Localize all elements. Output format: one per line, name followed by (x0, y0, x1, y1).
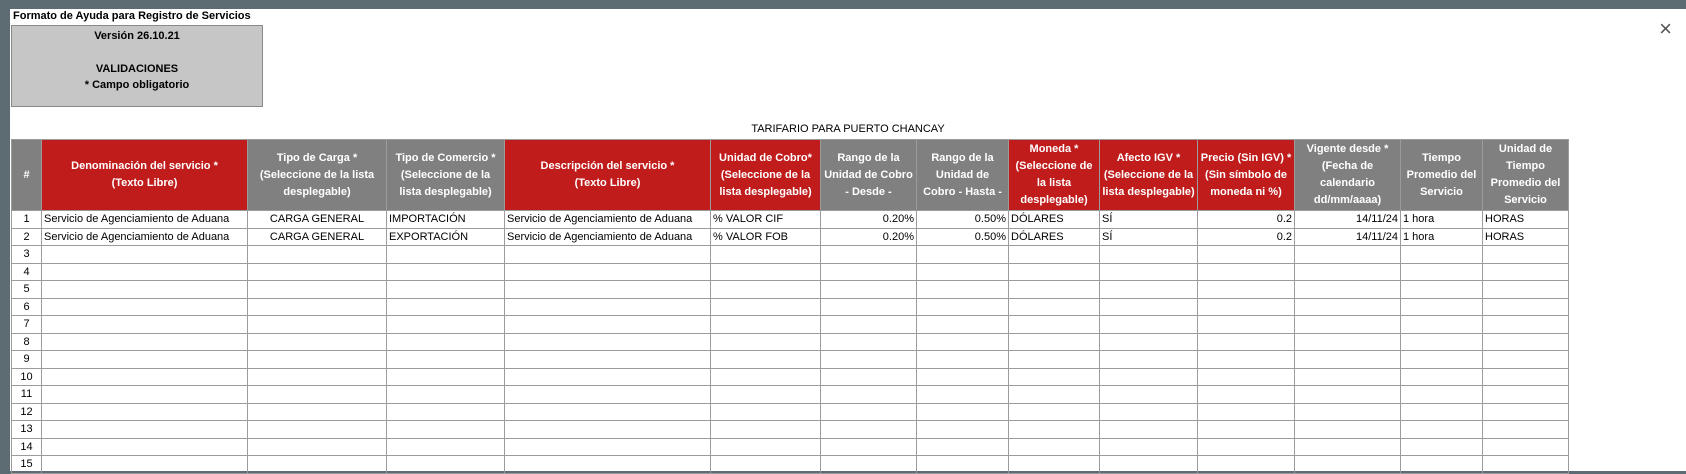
table-cell[interactable] (711, 333, 821, 351)
table-cell[interactable] (1198, 316, 1295, 334)
table-cell[interactable] (1198, 333, 1295, 351)
table-cell[interactable] (711, 403, 821, 421)
table-cell[interactable] (1100, 438, 1198, 456)
table-cell[interactable] (505, 421, 711, 439)
table-cell[interactable] (387, 246, 505, 264)
table-cell[interactable]: SÍ (1100, 211, 1198, 229)
table-cell[interactable] (387, 368, 505, 386)
row-number: 8 (12, 333, 42, 351)
row-number: 9 (12, 351, 42, 369)
table-cell[interactable] (821, 298, 917, 316)
table-cell[interactable] (1100, 421, 1198, 439)
table-cell[interactable] (917, 386, 1009, 404)
document-title: Formato de Ayuda para Registro de Servicios (13, 10, 251, 22)
column-header: Vigente desde * (Fecha de calendario dd/mm/aaaa) (1295, 140, 1401, 211)
table-cell[interactable] (387, 438, 505, 456)
table-cell[interactable] (917, 403, 1009, 421)
row-number: 3 (12, 246, 42, 264)
table-cell[interactable]: 14/11/24 (1295, 228, 1401, 246)
table-cell[interactable] (387, 386, 505, 404)
table-cell[interactable] (42, 298, 248, 316)
column-header: Descripción del servicio * (Texto Libre) (505, 140, 711, 211)
table-cell[interactable]: IMPORTACIÓN (387, 211, 505, 229)
table-cell[interactable] (821, 438, 917, 456)
table-cell[interactable] (1295, 351, 1401, 369)
table-cell[interactable] (387, 281, 505, 299)
table-cell[interactable]: 0.50% (917, 228, 1009, 246)
table-cell[interactable] (387, 403, 505, 421)
column-header: Moneda * (Seleccione de la lista desplegable) (1009, 140, 1100, 211)
row-number: 7 (12, 316, 42, 334)
version-info-box (11, 25, 263, 107)
table-cell[interactable] (505, 368, 711, 386)
row-number: 10 (12, 368, 42, 386)
table-cell[interactable] (42, 386, 248, 404)
column-header: Tipo de Comercio * (Seleccione de la lista desplegable) (387, 140, 505, 211)
table-title: TARIFARIO PARA PUERTO CHANCAY (751, 123, 945, 135)
table-cell[interactable] (821, 281, 917, 299)
row-number: 2 (12, 228, 42, 246)
table-cell[interactable]: Servicio de Agenciamiento de Aduana (505, 211, 711, 229)
table-cell[interactable] (917, 246, 1009, 264)
table-cell[interactable] (1009, 333, 1100, 351)
table-cell[interactable] (505, 246, 711, 264)
table-cell[interactable] (42, 456, 248, 474)
table-cell[interactable] (821, 316, 917, 334)
table-cell[interactable] (1401, 263, 1483, 281)
table-cell[interactable]: DÓLARES (1009, 211, 1100, 229)
table-cell[interactable] (1198, 403, 1295, 421)
table-cell[interactable] (387, 316, 505, 334)
table-cell[interactable] (1401, 246, 1483, 264)
table-cell[interactable] (1295, 456, 1401, 474)
column-header: Afecto IGV * (Seleccione de la lista desplegable) (1100, 140, 1198, 211)
column-header: Rango de la Unidad de Cobro - Desde - (821, 140, 917, 211)
table-cell[interactable]: 0.2 (1198, 228, 1295, 246)
table-cell[interactable] (248, 263, 387, 281)
table-cell[interactable] (1198, 263, 1295, 281)
table-cell[interactable] (1198, 298, 1295, 316)
table-cell[interactable] (1198, 246, 1295, 264)
table-cell[interactable] (1198, 386, 1295, 404)
table-cell[interactable] (917, 316, 1009, 334)
table-cell[interactable] (917, 421, 1009, 439)
table-cell[interactable] (1100, 403, 1198, 421)
table-cell[interactable] (505, 403, 711, 421)
table-cell[interactable] (1295, 333, 1401, 351)
table-cell[interactable] (1401, 421, 1483, 439)
table-cell[interactable]: HORAS (1483, 211, 1569, 229)
table-cell[interactable] (821, 421, 917, 439)
table-cell[interactable]: 14/11/24 (1295, 211, 1401, 229)
table-cell[interactable]: 0.20% (821, 228, 917, 246)
table-cell[interactable]: Servicio de Agenciamiento de Aduana (505, 228, 711, 246)
version-label: Versión 26.10.21 (94, 30, 180, 42)
table-cell[interactable] (1198, 456, 1295, 474)
table-cell[interactable] (505, 351, 711, 369)
table-cell[interactable] (248, 298, 387, 316)
table-cell[interactable] (711, 351, 821, 369)
table-cell[interactable] (711, 438, 821, 456)
table-row (12, 438, 1569, 456)
table-row (12, 281, 1569, 299)
table-cell[interactable] (1100, 298, 1198, 316)
table-cell[interactable]: 0.2 (1198, 211, 1295, 229)
table-cell[interactable] (248, 351, 387, 369)
table-cell[interactable] (42, 246, 248, 264)
table-cell[interactable] (42, 438, 248, 456)
table-cell[interactable] (42, 403, 248, 421)
table-cell[interactable]: Servicio de Agenciamiento de Aduana (42, 211, 248, 229)
row-number: 15 (12, 456, 42, 474)
table-cell[interactable] (42, 263, 248, 281)
table-cell[interactable] (387, 351, 505, 369)
table-row (12, 403, 1569, 421)
table-cell[interactable] (505, 438, 711, 456)
table-cell[interactable] (917, 351, 1009, 369)
table-cell[interactable]: EXPORTACIÓN (387, 228, 505, 246)
table-row (12, 263, 1569, 281)
table-row (12, 421, 1569, 439)
table-cell[interactable] (1100, 351, 1198, 369)
table-cell[interactable] (1295, 263, 1401, 281)
table-cell[interactable] (1295, 298, 1401, 316)
table-cell[interactable] (248, 316, 387, 334)
table-row (12, 368, 1569, 386)
row-number: 12 (12, 403, 42, 421)
column-header: Tiempo Promedio del Servicio (1401, 140, 1483, 211)
table-cell[interactable] (821, 246, 917, 264)
table-cell[interactable] (1009, 351, 1100, 369)
table-cell[interactable] (821, 368, 917, 386)
table-cell[interactable] (1295, 438, 1401, 456)
table-cell[interactable] (711, 281, 821, 299)
table-cell[interactable] (1483, 298, 1569, 316)
table-cell[interactable] (1198, 351, 1295, 369)
table-cell[interactable]: 1 hora (1401, 211, 1483, 229)
table-row (12, 333, 1569, 351)
table-row (12, 228, 1569, 246)
table-cell[interactable]: HORAS (1483, 228, 1569, 246)
table-cell[interactable] (917, 281, 1009, 299)
table-cell[interactable] (1295, 368, 1401, 386)
table-cell[interactable]: CARGA GENERAL (248, 211, 387, 229)
table-cell[interactable] (505, 456, 711, 474)
table-cell[interactable] (711, 421, 821, 439)
table-cell[interactable]: SÍ (1100, 228, 1198, 246)
table-cell[interactable] (1198, 281, 1295, 299)
table-cell[interactable] (917, 438, 1009, 456)
table-row (12, 211, 1569, 229)
table-cell[interactable] (1009, 316, 1100, 334)
table-cell[interactable] (1100, 333, 1198, 351)
table-cell[interactable]: CARGA GENERAL (248, 228, 387, 246)
table-cell[interactable] (1009, 281, 1100, 299)
row-number: 14 (12, 438, 42, 456)
table-cell[interactable] (1401, 438, 1483, 456)
table-cell[interactable] (1401, 368, 1483, 386)
table-cell[interactable] (917, 333, 1009, 351)
table-cell[interactable] (1483, 351, 1569, 369)
table-row (12, 456, 1569, 474)
table-cell[interactable]: % VALOR FOB (711, 228, 821, 246)
row-number: 1 (12, 211, 42, 229)
table-cell[interactable] (42, 281, 248, 299)
table-cell[interactable] (1100, 456, 1198, 474)
table-cell[interactable] (248, 438, 387, 456)
table-cell[interactable] (1100, 246, 1198, 264)
table-cell[interactable] (248, 333, 387, 351)
table-cell[interactable] (505, 333, 711, 351)
table-cell[interactable] (1401, 456, 1483, 474)
close-icon[interactable]: × (1659, 16, 1672, 41)
table-row (12, 351, 1569, 369)
table-cell[interactable] (917, 298, 1009, 316)
table-cell[interactable] (1009, 298, 1100, 316)
validations-label: VALIDACIONES (95, 63, 179, 75)
table-cell[interactable] (42, 421, 248, 439)
table-cell[interactable] (917, 456, 1009, 474)
table-cell[interactable] (1295, 421, 1401, 439)
table-cell[interactable] (248, 281, 387, 299)
table-cell[interactable]: DÓLARES (1009, 228, 1100, 246)
table-cell[interactable] (1009, 386, 1100, 404)
table-cell[interactable] (821, 333, 917, 351)
table-cell[interactable] (711, 386, 821, 404)
table-cell[interactable] (1009, 246, 1100, 264)
table-cell[interactable] (387, 263, 505, 281)
table-cell[interactable] (1295, 246, 1401, 264)
table-cell[interactable] (821, 456, 917, 474)
table-cell[interactable] (711, 263, 821, 281)
table-cell[interactable]: % VALOR CIF (711, 211, 821, 229)
table-cell[interactable] (1100, 316, 1198, 334)
table-cell[interactable] (505, 281, 711, 299)
table-cell[interactable] (821, 386, 917, 404)
table-row (12, 298, 1569, 316)
column-header: Unidad de Tiempo Promedio del Servicio (1483, 140, 1569, 211)
table-cell[interactable] (1483, 281, 1569, 299)
table-cell[interactable] (1198, 438, 1295, 456)
table-cell[interactable] (1401, 298, 1483, 316)
table-cell[interactable]: Servicio de Agenciamiento de Aduana (42, 228, 248, 246)
table-cell[interactable] (42, 316, 248, 334)
table-cell[interactable] (1483, 368, 1569, 386)
table-cell[interactable] (1483, 421, 1569, 439)
table-body (12, 211, 1569, 474)
table-cell[interactable] (1295, 403, 1401, 421)
table-cell[interactable] (1009, 456, 1100, 474)
table-cell[interactable] (248, 386, 387, 404)
table-cell[interactable] (821, 263, 917, 281)
table-cell[interactable] (1401, 281, 1483, 299)
column-header: # (12, 140, 42, 211)
table-cell[interactable] (1198, 421, 1295, 439)
table-cell[interactable] (505, 316, 711, 334)
column-header: Tipo de Carga * (Seleccione de la lista desplegable) (248, 140, 387, 211)
table-cell[interactable] (387, 456, 505, 474)
table-cell[interactable] (387, 421, 505, 439)
table-cell[interactable] (1100, 281, 1198, 299)
table-cell[interactable] (1009, 263, 1100, 281)
table-cell[interactable] (42, 333, 248, 351)
table-cell[interactable] (917, 368, 1009, 386)
table-cell[interactable] (1009, 421, 1100, 439)
table-cell[interactable] (505, 263, 711, 281)
column-header: Rango de la Unidad de Cobro - Hasta - (917, 140, 1009, 211)
table-cell[interactable] (1009, 438, 1100, 456)
column-header: Denominación del servicio * (Texto Libre) (42, 140, 248, 211)
row-number: 5 (12, 281, 42, 299)
table-cell[interactable] (821, 351, 917, 369)
table-cell[interactable] (1295, 386, 1401, 404)
row-number: 6 (12, 298, 42, 316)
table-cell[interactable] (1483, 246, 1569, 264)
table-cell[interactable] (42, 351, 248, 369)
table-cell[interactable] (248, 456, 387, 474)
table-cell[interactable] (1198, 368, 1295, 386)
row-number: 13 (12, 421, 42, 439)
table-cell[interactable] (1401, 386, 1483, 404)
services-table (11, 139, 1569, 474)
table-cell[interactable] (1483, 403, 1569, 421)
table-cell[interactable] (42, 368, 248, 386)
table-cell[interactable] (1009, 403, 1100, 421)
table-cell[interactable] (1483, 333, 1569, 351)
table-cell[interactable] (821, 403, 917, 421)
table-cell[interactable] (1401, 403, 1483, 421)
table-cell[interactable] (1401, 316, 1483, 334)
table-cell[interactable] (711, 246, 821, 264)
table-cell[interactable] (1401, 351, 1483, 369)
table-cell[interactable] (1401, 333, 1483, 351)
table-cell[interactable] (711, 368, 821, 386)
table-cell[interactable]: 0.20% (821, 211, 917, 229)
table-cell[interactable] (1483, 438, 1569, 456)
header-row (12, 140, 1569, 211)
table-cell[interactable] (248, 368, 387, 386)
table-cell[interactable] (711, 298, 821, 316)
table-row (12, 246, 1569, 264)
table-cell[interactable]: 1 hora (1401, 228, 1483, 246)
table-cell[interactable] (711, 316, 821, 334)
table-cell[interactable] (505, 298, 711, 316)
row-number: 11 (12, 386, 42, 404)
table-cell[interactable] (1295, 281, 1401, 299)
table-row (12, 386, 1569, 404)
table-cell[interactable] (387, 298, 505, 316)
table-cell[interactable] (917, 263, 1009, 281)
required-note: * Campo obligatorio (84, 79, 190, 91)
table-cell[interactable] (248, 246, 387, 264)
table-row (12, 316, 1569, 334)
table-cell[interactable] (248, 403, 387, 421)
table-cell[interactable] (1295, 316, 1401, 334)
table-cell[interactable] (1483, 456, 1569, 474)
table-cell[interactable] (1100, 386, 1198, 404)
table-cell[interactable] (248, 421, 387, 439)
column-header: Precio (Sin IGV) * (Sin símbolo de moneda ni %) (1198, 140, 1295, 211)
column-header: Unidad de Cobro* (Seleccione de la lista desplegable) (711, 140, 821, 211)
table-cell[interactable] (1009, 368, 1100, 386)
spreadsheet-preview (10, 9, 1686, 471)
table-cell[interactable] (1483, 263, 1569, 281)
table-cell[interactable] (387, 333, 505, 351)
table-cell[interactable] (1483, 386, 1569, 404)
table-cell[interactable]: 0.50% (917, 211, 1009, 229)
table-cell[interactable] (711, 456, 821, 474)
row-number: 4 (12, 263, 42, 281)
table-cell[interactable] (1100, 263, 1198, 281)
table-cell[interactable] (1100, 368, 1198, 386)
table-cell[interactable] (1483, 316, 1569, 334)
table-cell[interactable] (505, 386, 711, 404)
